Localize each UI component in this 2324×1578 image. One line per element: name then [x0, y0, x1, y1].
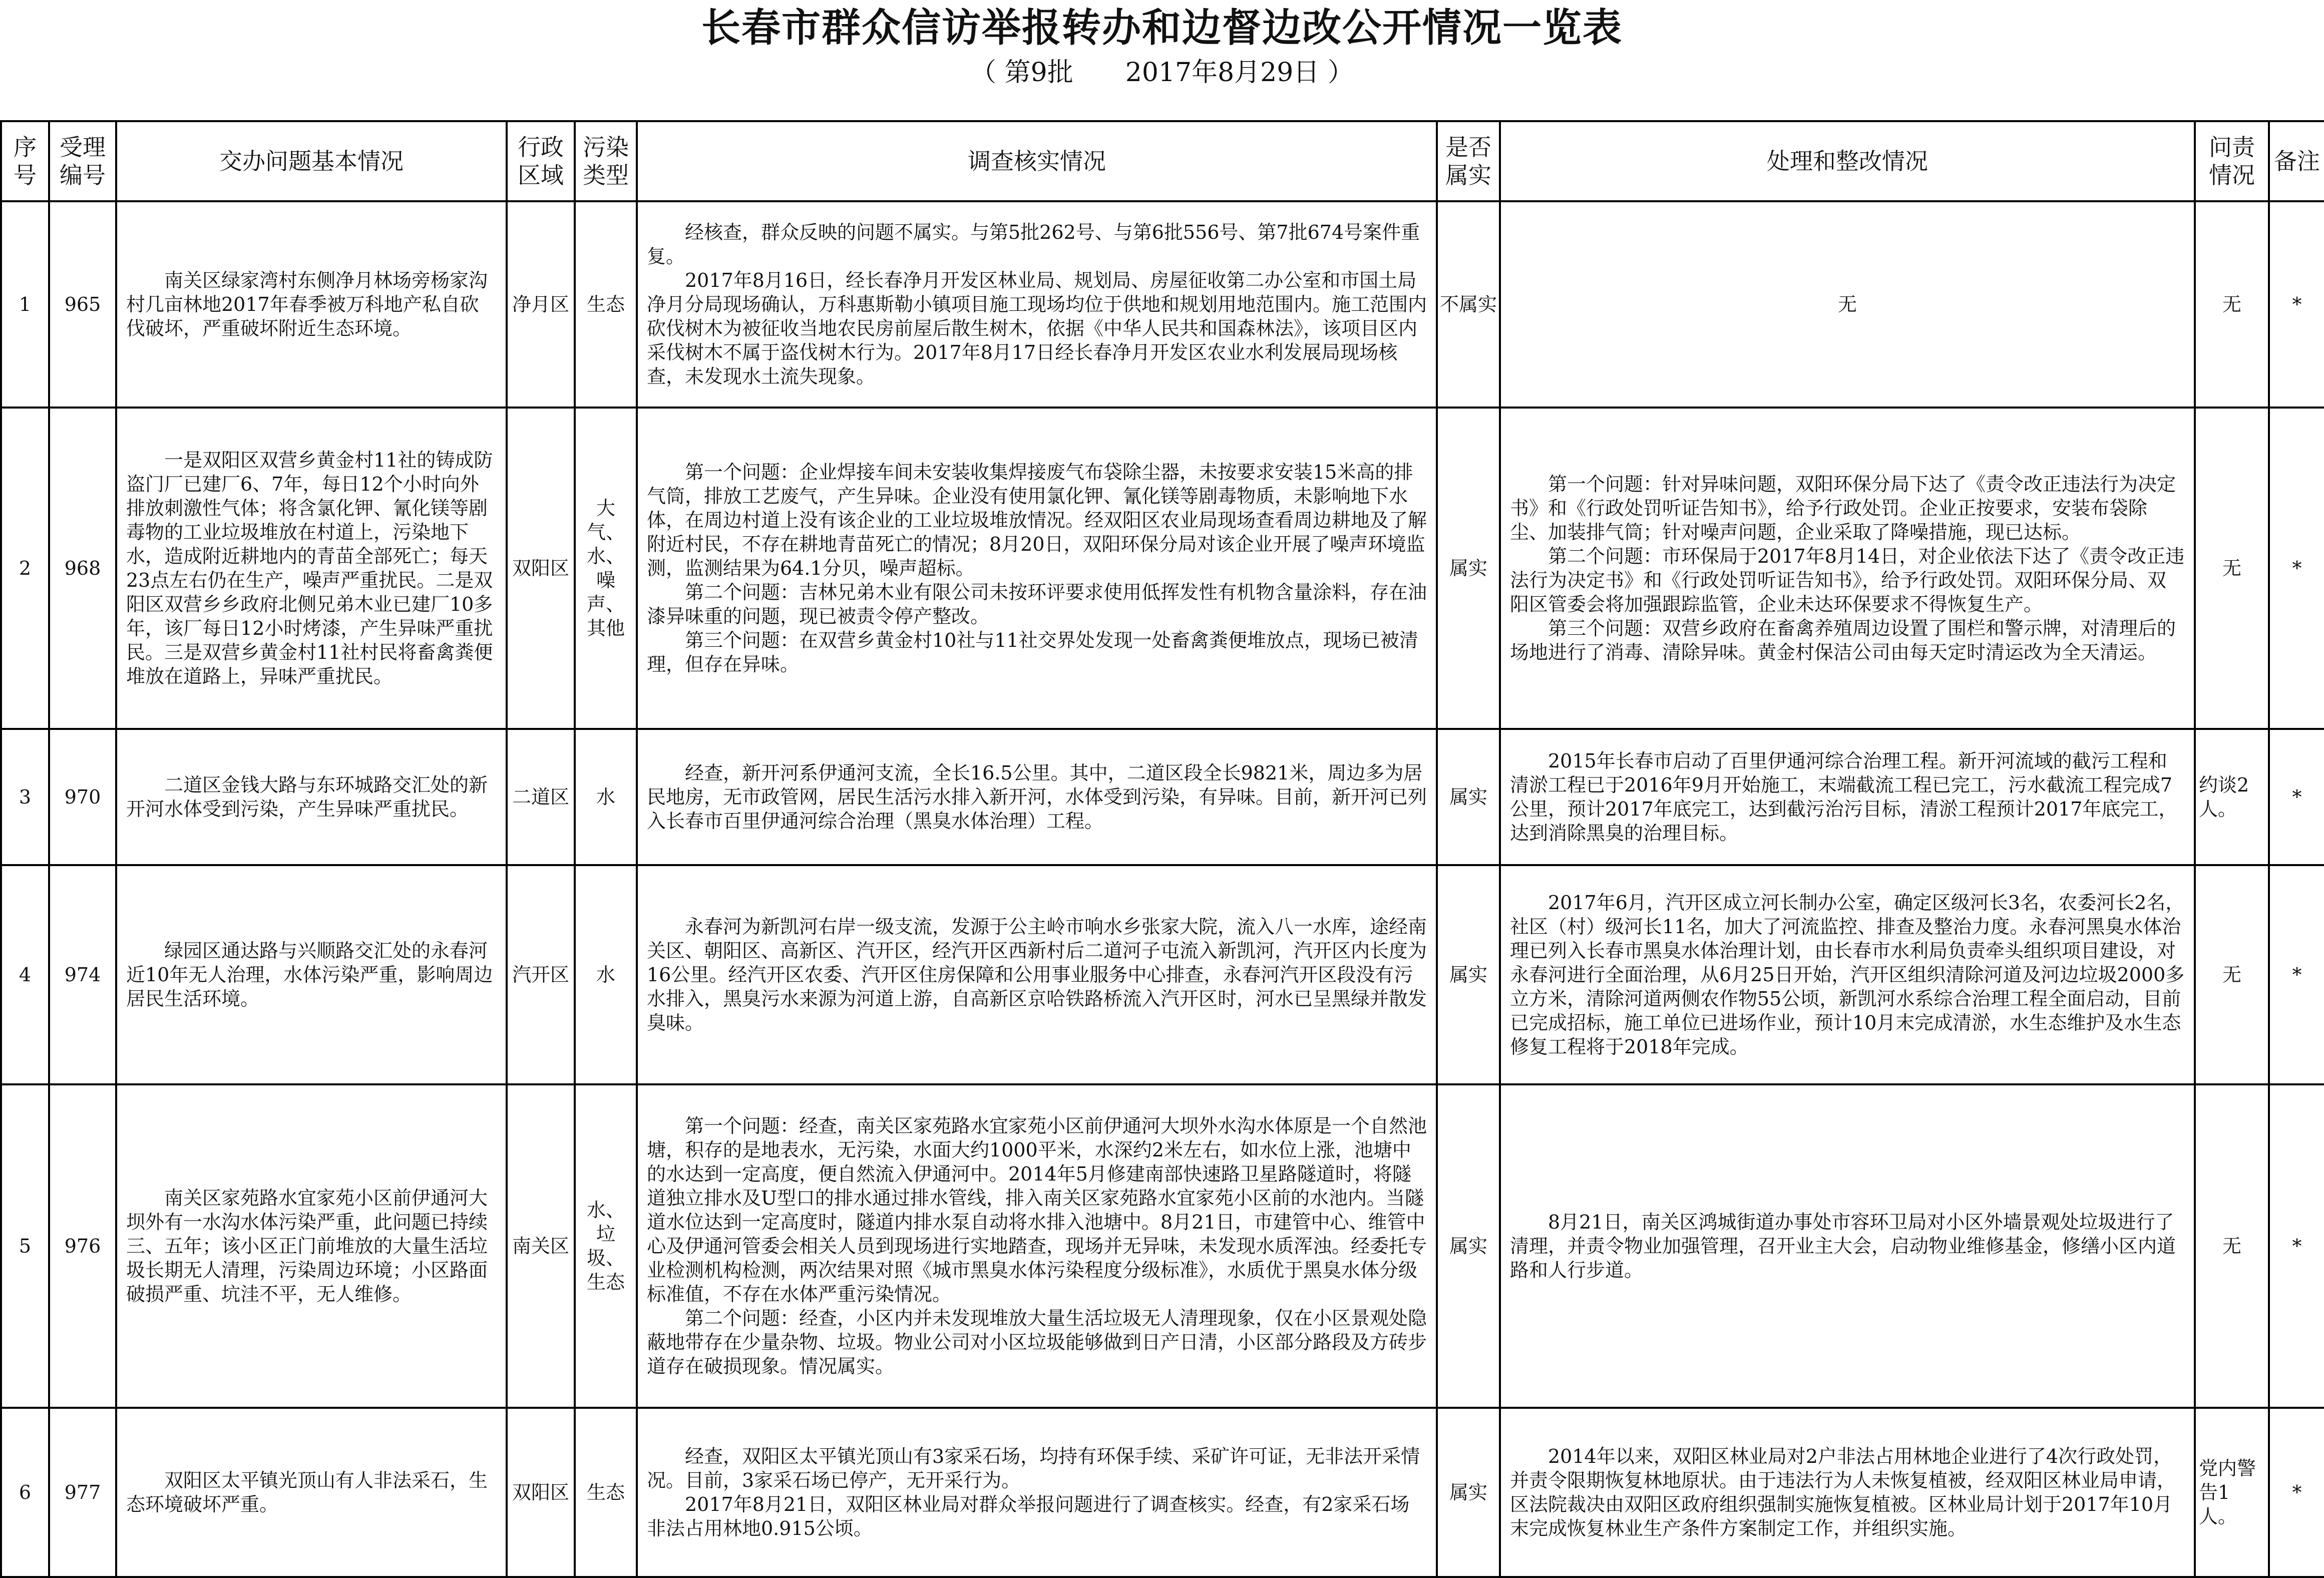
col-header-district: 行政区域	[507, 121, 575, 201]
cell-district: 汽开区	[507, 865, 575, 1084]
table-row	[1, 729, 2324, 865]
handling-paragraph: 第一个问题：针对异味问题，双阳环保分局下达了《责令改正违法行为决定书》和《行政处罚听证告知书》，给予行政处罚。企业正按要求，安装布袋除尘、加装排气筒；针对噪声问题，企业采取了降噪措施，现已达标。	[1510, 473, 2176, 543]
cell-remark: *	[2269, 201, 2324, 408]
cell-district: 双阳区	[507, 1408, 575, 1577]
cell-seq: 5	[1, 1084, 49, 1408]
cell-pollution: 生态	[575, 201, 637, 408]
investigation-paragraph: 2017年8月16日，经长春净月开发区林业局、规划局、房屋征收第二办公室和市国土局净月分局现场确认，万科惠斯勒小镇项目施工现场均位于供地和规划用地范围内。施工范围内砍伐树木为被征收当地农民房前屋后散生树木，依据《中华人民共和国森林法》，该项目区内采伐树木不属于盗伐树木行为。2017年8月17日经长春净月开发区农业水利发展局现场核查，未发现水土流失现象。	[647, 269, 1427, 387]
cell-seq: 4	[1, 865, 49, 1084]
table-body	[1, 201, 2324, 1577]
cell-verified: 属实	[1437, 729, 1500, 865]
cell-investigation	[637, 729, 1437, 865]
table-row	[1, 865, 2324, 1084]
problem-text: 一是双阳区双营乡黄金村11社的铸成防盗门厂已建厂6、7年，每日12个小时向外排放刺激性气体；将含氯化钾、氰化镁等剧毒物的工业垃圾堆放在村道上，污染地下水，造成附近耕地内的青苗全部死亡；每天23点左右仍在生产，噪声严重扰民。二是双阳区双营乡乡政府北侧兄弟木业已建厂10多年，该厂每日12小时烤漆，产生异味严重扰民。三是双营乡黄金村11社村民将畜禽粪便堆放在道路上，异味严重扰民。	[126, 449, 493, 687]
cell-pollution: 水	[575, 729, 637, 865]
cell-id: 970	[49, 729, 116, 865]
cell-remark: *	[2269, 729, 2324, 865]
cell-id: 977	[49, 1408, 116, 1577]
cell-remark: *	[2269, 408, 2324, 729]
cell-district: 南关区	[507, 1084, 575, 1408]
cell-pollution: 生态	[575, 1408, 637, 1577]
cell-accountability: 约谈2人。	[2195, 729, 2269, 865]
header-row	[1, 121, 2324, 201]
cell-seq: 2	[1, 408, 49, 729]
table-row	[1, 1408, 2324, 1577]
investigation-paragraph: 第二个问题：吉林兄弟木业有限公司未按环评要求使用低挥发性有机物含量涂料，存在油漆异味重的问题，现已被责令停产整改。	[647, 581, 1427, 627]
cell-problem	[116, 1408, 507, 1577]
col-header-id: 受理编号	[49, 121, 116, 201]
cell-seq: 3	[1, 729, 49, 865]
handling-paragraph: 第三个问题：双营乡政府在畜禽养殖周边设置了围栏和警示牌，对清理后的场地进行了消毒、清除异味。黄金村保洁公司由每天定时清运改为全天清运。	[1510, 617, 2176, 663]
cell-id: 968	[49, 408, 116, 729]
cell-district: 净月区	[507, 201, 575, 408]
cell-handling	[1500, 729, 2195, 865]
problem-text: 双阳区太平镇光顶山有人非法采石，生态环境破坏严重。	[126, 1469, 488, 1515]
cell-seq: 6	[1, 1408, 49, 1577]
handling-paragraph: 2017年6月，汽开区成立河长制办公室，确定区级河长3名，农委河长2名，社区（村）级河长11名，加大了河流监控、排查及整治力度。永春河黑臭水体治理已列入长春市黑臭水体治理计划，由长春市水利局负责牵头组织项目建设，对永春河进行全面治理，从6月25日开始，汽开区组织清除河道及河边垃圾2000多立方米，清除河道两侧农作物55公顷，新凯河水系综合治理工程全面启动，目前已完成招标，施工单位已进场作业，预计10月末完成清淤，水生态维护及水生态修复工程将于2018年完成。	[1510, 892, 2185, 1058]
investigation-paragraph: 第三个问题：在双营乡黄金村10社与11社交界处发现一处畜禽粪便堆放点，现场已被清理，但存在异味。	[647, 629, 1418, 675]
cell-accountability: 无	[2195, 201, 2269, 408]
investigation-paragraph: 第一个问题：经查，南关区家苑路水宜家苑小区前伊通河大坝外水沟水体原是一个自然池塘，积存的是地表水，无污染，水面大约1000平米，水深约2米左右，如水位上涨，池塘中的水达到一定高度，便自然流入伊通河中。2014年5月修建南部快速路卫星路隧道时，将隧道独立排水及U型口的排水通过排水管线，排入南关区家苑路水宜家苑小区前的水池内。当隧道水位达到一定高度时，隧道内排水泵自动将水排入池塘中。8月21日，市建管中心、维管中心及伊通河管委会相关人员到现场进行实地踏查，现场并无异味，未发现水质浑浊。经委托专业检测机构检测，两次结果对照《城市黑臭水体污染程度分级标准》，水质优于黑臭水体分级标准值，不存在水体严重污染情况。	[647, 1115, 1427, 1305]
cell-remark: *	[2269, 1084, 2324, 1408]
investigation-paragraph: 第一个问题：企业焊接车间未安装收集焊接废气布袋除尘器，未按要求安装15米高的排气筒，排放工艺废气，产生异味。企业没有使用氯化钾、氰化镁等剧毒物质，未影响地下水体，在周边村道上没有该企业的工业垃圾堆放情况。经双阳区农业局现场查看周边耕地及了解附近村民，不存在耕地青苗死亡的情况；8月20日，双阳环保分局对该企业开展了噪声环境监测，监测结果为64.1分贝，噪声超标。	[647, 461, 1427, 579]
handling-paragraph: 2014年以来，双阳区林业局对2户非法占用林地企业进行了4次行政处罚，并责令限期恢复林地原状。由于违法行为人未恢复植被，经双阳区林业局申请，区法院裁决由双阳区政府组织强制实施恢复植被。区林业局计划于2017年10月末完成恢复林业生产条件方案制定工作，并组织实施。	[1510, 1445, 2176, 1539]
col-header-problem: 交办问题基本情况	[116, 121, 507, 201]
cell-investigation	[637, 1408, 1437, 1577]
cell-remark: *	[2269, 865, 2324, 1084]
cell-pollution: 大气、水、噪声、其他	[575, 408, 637, 729]
cell-remark: *	[2269, 1408, 2324, 1577]
cell-id: 976	[49, 1084, 116, 1408]
cell-handling	[1500, 865, 2195, 1084]
cell-problem	[116, 865, 507, 1084]
problem-text: 绿园区通达路与兴顺路交汇处的永春河近10年无人治理，水体污染严重，影响周边居民生活环境。	[126, 940, 493, 1010]
cell-verified: 属实	[1437, 865, 1500, 1084]
investigation-paragraph: 经查，新开河系伊通河支流，全长16.5公里。其中，二道区段全长9821米，周边多为居民地房，无市政管网，居民生活污水排入新开河，水体受到污染，有异味。目前，新开河已列入长春市百里伊通河综合治理（黑臭水体治理）工程。	[647, 762, 1427, 832]
table-row	[1, 1084, 2324, 1408]
cell-problem	[116, 729, 507, 865]
table-row	[1, 201, 2324, 408]
cell-handling: 无	[1500, 201, 2195, 408]
investigation-paragraph: 经核查，群众反映的问题不属实。与第5批262号、与第6批556号、第7批674号案件重复。	[647, 221, 1420, 267]
cell-accountability: 党内警告1人。	[2195, 1408, 2269, 1577]
cell-verified: 属实	[1437, 1084, 1500, 1408]
cell-problem	[116, 201, 507, 408]
cell-problem	[116, 1084, 507, 1408]
col-header-remark: 备注	[2269, 121, 2324, 201]
cell-pollution: 水	[575, 865, 637, 1084]
cell-investigation	[637, 201, 1437, 408]
page-subtitle: （ 第9批 2017年8月29日 ）	[970, 58, 1354, 88]
problem-text: 二道区金钱大路与东环城路交汇处的新开河水体受到污染，产生异味严重扰民。	[126, 774, 488, 820]
cell-handling	[1500, 1084, 2195, 1408]
cell-verified: 属实	[1437, 1408, 1500, 1577]
handling-paragraph: 第二个问题：市环保局于2017年8月14日，对企业依法下达了《责令改正违法行为决定书》和《行政处罚听证告知书》，给予行政处罚。双阳环保分局、双阳区管委会将加强跟踪监管，企业未达环保要求不得恢复生产。	[1510, 545, 2185, 615]
col-header-handling: 处理和整改情况	[1500, 121, 2195, 201]
cell-id: 965	[49, 201, 116, 408]
cell-verified: 属实	[1437, 408, 1500, 729]
cell-accountability: 无	[2195, 865, 2269, 1084]
cell-handling	[1500, 408, 2195, 729]
cell-investigation	[637, 865, 1437, 1084]
col-header-investigation: 调查核实情况	[637, 121, 1437, 201]
col-header-verified: 是否属实	[1437, 121, 1500, 201]
investigation-paragraph: 永春河为新凯河右岸一级支流，发源于公主岭市响水乡张家大院，流入八一水库，途经南关区、朝阳区、高新区、汽开区，经汽开区西新村后二道河子屯流入新凯河，汽开区内长度为16公里。经汽开区农委、汽开区住房保障和公用事业服务中心排查，永春河汽开区段没有污水排入，黑臭污水来源为河道上游，自高新区京哈铁路桥流入汽开区时，河水已呈黑绿并散发臭味。	[647, 916, 1427, 1034]
investigation-paragraph: 第二个问题：经查，小区内并未发现堆放大量生活垃圾无人清理现象，仅在小区景观处隐蔽地带存在少量杂物、垃圾。物业公司对小区垃圾能够做到日产日清，小区部分路段及方砖步道存在破损现象。情况属实。	[647, 1307, 1427, 1377]
col-header-seq: 序号	[1, 121, 49, 201]
col-header-pollution: 污染类型	[575, 121, 637, 201]
page-title: 长春市群众信访举报转办和边督边改公开情况一览表	[701, 6, 1623, 51]
problem-text: 南关区家苑路水宜家苑小区前伊通河大坝外有一水沟水体污染严重，此问题已持续三、五年；该小区正门前堆放的大量生活垃圾长期无人清理，污染周边环境；小区路面破损严重、坑洼不平，无人维修。	[126, 1187, 488, 1305]
cell-verified: 不属实	[1437, 201, 1500, 408]
investigation-paragraph: 2017年8月21日，双阳区林业局对群众举报问题进行了调查核实。经查，有2家采石场非法占用林地0.915公顷。	[647, 1493, 1410, 1539]
problem-text: 南关区绿家湾村东侧净月林场旁杨家沟村几亩林地2017年春季被万科地产私自砍伐破坏，严重破坏附近生态环境。	[126, 269, 488, 339]
handling-paragraph: 2015年长春市启动了百里伊通河综合治理工程。新开河流域的截污工程和清淤工程已于2016年9月开始施工，末端截流工程已完工，污水截流工程完成7公里，预计2017年底完工，达到截污治污目标，清淤工程预计2017年底完工，达到消除黑臭的治理目标。	[1510, 750, 2178, 844]
cell-district: 二道区	[507, 729, 575, 865]
col-header-accountability: 问责情况	[2195, 121, 2269, 201]
cell-problem	[116, 408, 507, 729]
cell-seq: 1	[1, 201, 49, 408]
disclosure-table	[0, 120, 2324, 1578]
cell-id: 974	[49, 865, 116, 1084]
cell-accountability: 无	[2195, 1084, 2269, 1408]
cell-investigation	[637, 408, 1437, 729]
handling-paragraph: 8月21日，南关区鸿城街道办事处市容环卫局对小区外墙景观处垃圾进行了清理，并责令物业加强管理，召开业主大会，启动物业维修基金，修缮小区内道路和人行步道。	[1510, 1211, 2176, 1281]
cell-investigation	[637, 1084, 1437, 1408]
table-row	[1, 408, 2324, 729]
cell-handling	[1500, 1408, 2195, 1577]
cell-accountability: 无	[2195, 408, 2269, 729]
cell-district: 双阳区	[507, 408, 575, 729]
investigation-paragraph: 经查，双阳区太平镇光顶山有3家采石场，均持有环保手续、采矿许可证，无非法开采情况。目前，3家采石场已停产，无开采行为。	[647, 1445, 1420, 1491]
cell-pollution: 水、垃圾、生态	[575, 1084, 637, 1408]
